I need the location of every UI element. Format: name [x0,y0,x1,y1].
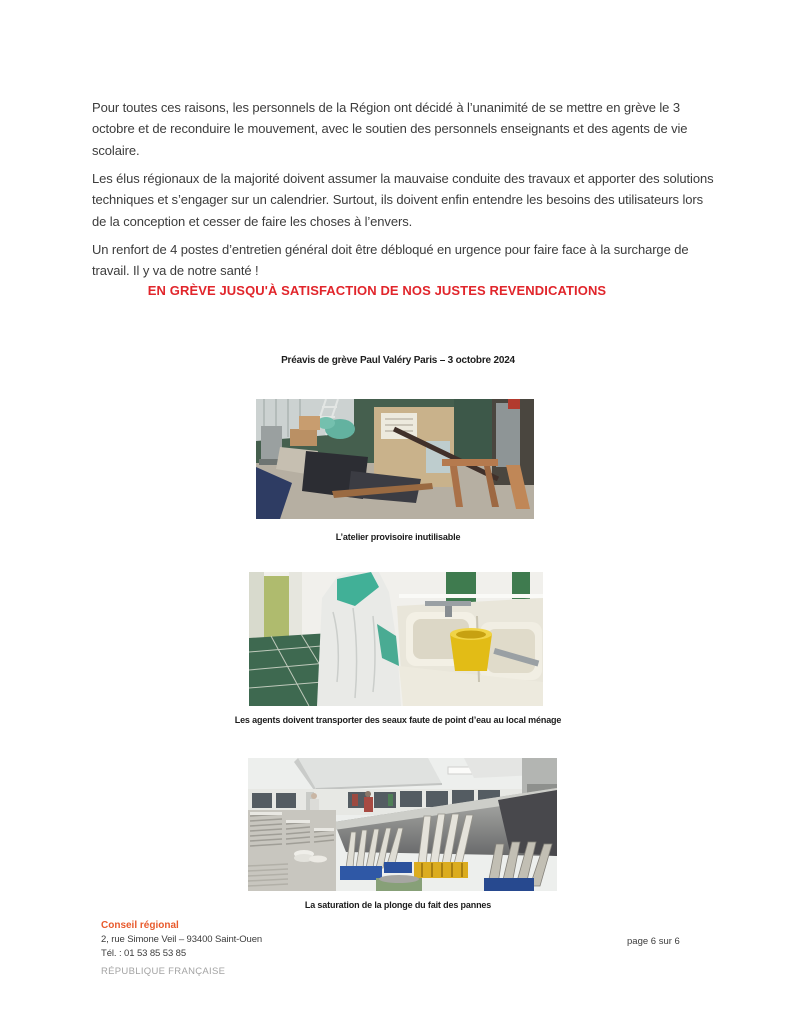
figure-caption-dishwashing: La saturation de la plonge du fait des pannes [304,900,492,910]
footer-organization: Conseil régional [101,920,179,931]
paragraph-staffing-request: Un renfort de 4 postes d’entretien général doit être débloqué en urgence pour faire face à la surcharge de travail. Il y va de notre santé ! [92,242,689,279]
workshop-clutter-image [256,399,534,519]
paragraph-strike-decision: Pour toutes ces raisons, les personnels de la Région ont décidé à l’unanimité de se mettre en grève le 3 octobre et de reconduire le mouvement, avec le soutien des personnels enseignants et des agents de vie scolaire. [92,100,688,158]
paragraph-demands-elected: Les élus régionaux de la majorité doivent assumer la mauvaise conduite des travaux et apporter des solutions techniques et s’engager sur un calendrier. Surtout, ils doivent enfin entendre les besoins des utilisateurs lors de la conception et cesser de faire les choses à l’envers. [92,171,714,229]
figure-caption-workshop: L’atelier provisoire inutilisable [335,532,461,542]
footer-address: 2, rue Simone Veil – 93400 Saint-Ouen [101,934,263,945]
photo-workshop-clutter [256,399,534,519]
photo-dishwashing-area [248,758,557,891]
page-number-indicator: page 6 sur 6 [627,936,680,947]
strike-headline: EN GRÈVE JUSQU'À SATISFACTION DE NOS JUSTES REVENDICATIONS [147,283,607,298]
dishwashing-area-image [248,758,557,891]
notice-title: Préavis de grève Paul Valéry Paris – 3 octobre 2024 [281,355,515,366]
photo-sinks-bucket [249,572,543,706]
footer-republique-francaise: RÉPUBLIQUE FRANÇAISE [101,966,226,977]
sinks-with-bucket-image [249,572,543,706]
footer-phone: Tél. : 01 53 85 53 85 [101,948,187,959]
figure-caption-sinks: Les agents doivent transporter des seaux faute de point d’eau au local ménage [234,715,562,725]
